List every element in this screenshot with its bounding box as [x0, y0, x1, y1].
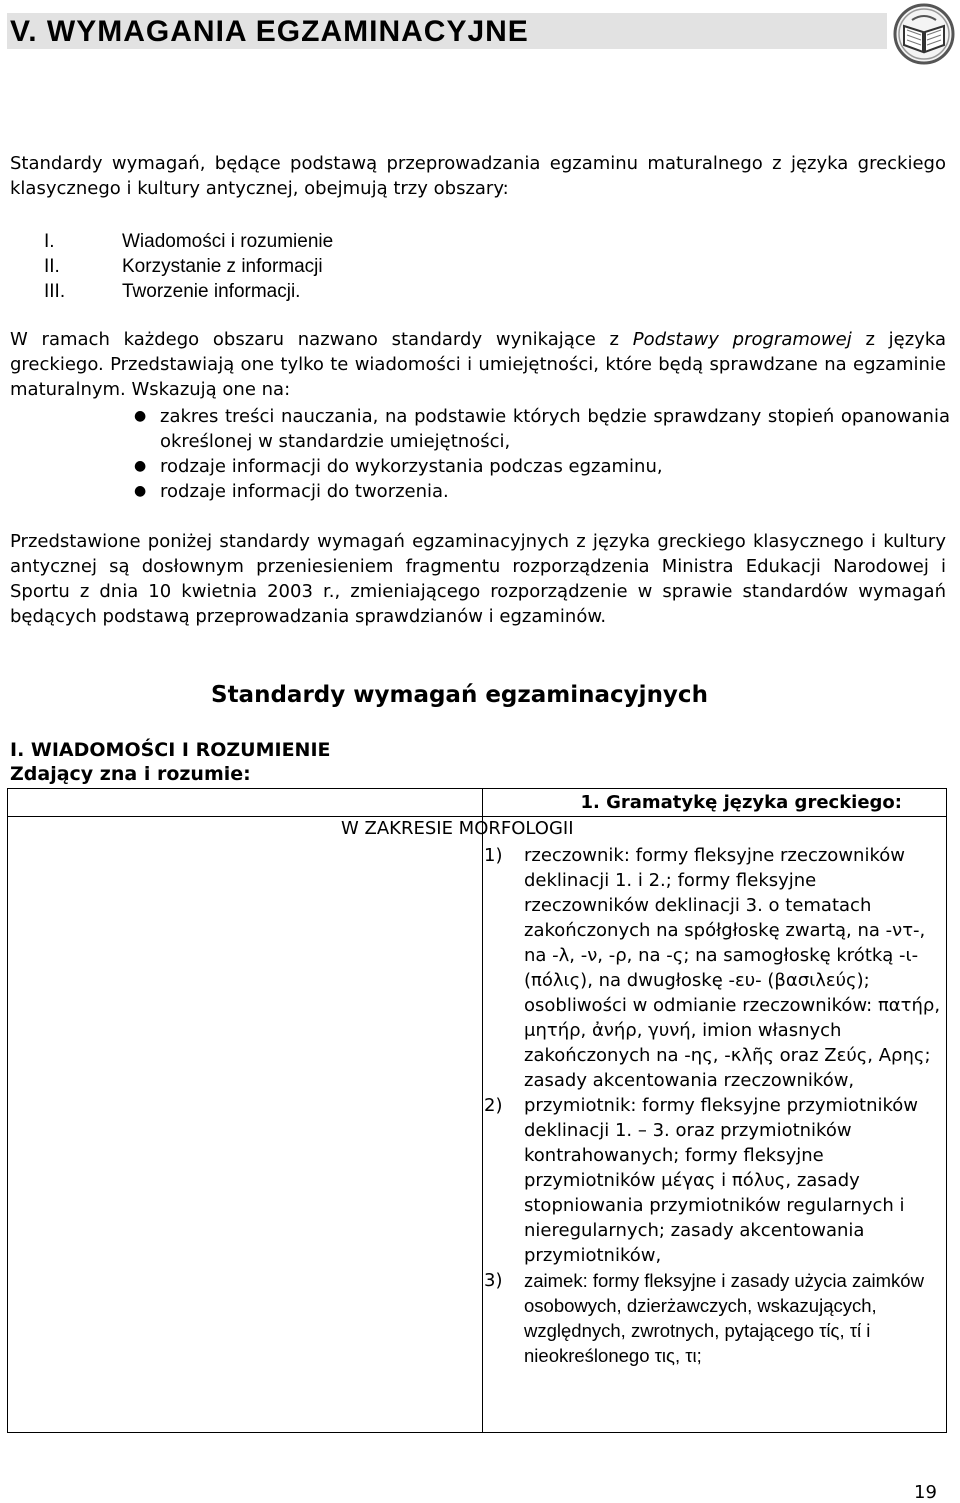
table-cell-left [8, 817, 483, 1433]
morphology-list [484, 843, 944, 1368]
bullet-text: zakres treści nauczania, na podstawie których będzie sprawdzany stopień opanowania określonej w standardzie umiejętności, [160, 406, 950, 452]
area-number: I. [44, 231, 55, 252]
list-item [10, 454, 950, 479]
item-text: zaimek: formy fleksyjne i zasady użycia zaimków osobowych, dzierżawczych, wskazujących, względnych, zwrotnych, pytającego τίς, τί i nieokreślonego τις, τι; [524, 1270, 924, 1366]
area-label: Tworzenie informacji. [122, 281, 301, 302]
list-item [484, 843, 944, 1093]
area-number: III. [44, 281, 66, 302]
item-number: 2) [484, 1095, 503, 1116]
areas-list [44, 229, 333, 304]
area-number: II. [44, 256, 60, 277]
list-item [484, 1093, 944, 1268]
standards-paragraph [10, 327, 946, 402]
item-number: 1) [484, 845, 503, 866]
intro-paragraph: Standardy wymagań, będące podstawą przeprowadzania egzaminu maturalnego z języka greckiego klasycznego i kultury antycznej, obejmują trzy obszary: [10, 153, 946, 199]
emphasis-text: Podstawy programowej [632, 329, 852, 350]
book-icon [892, 2, 956, 66]
bullet-icon: ● [134, 408, 147, 424]
section-subtitle: Zdający zna i rozumie: [10, 763, 251, 785]
list-item [484, 1268, 944, 1368]
page-number: 19 [914, 1482, 937, 1503]
bullet-icon: ● [134, 458, 147, 474]
bullet-icon: ● [134, 483, 147, 499]
item-number: 3) [484, 1270, 503, 1291]
table-row [8, 789, 947, 817]
list-item [44, 279, 333, 304]
bullet-text: rodzaje informacji do wykorzystania podczas egzaminu, [160, 456, 663, 477]
list-item [10, 479, 950, 504]
standards-heading: Standardy wymagań egzaminacyjnych [211, 682, 708, 708]
list-item [44, 254, 333, 279]
paragraph-text: W ramach każdego obszaru nazwano standardy wynikające z [10, 329, 633, 350]
bullet-text: rodzaje informacji do tworzenia. [160, 481, 449, 502]
paragraph-text: z języka greckiego. Przedstawiają one tylko te wiadomości i umiejętności, które będą sprawdzane na egzaminie maturalnym. Wskazują one na: [10, 329, 946, 400]
table-cell-left [8, 789, 483, 817]
area-label: Korzystanie z informacji [122, 256, 323, 277]
category-heading: 1. Gramatykę języka greckiego: [483, 789, 947, 817]
list-item [10, 404, 950, 454]
item-text: przymiotnik: formy fleksyjne przymiotników deklinacji 1. – 3. oraz przymiotników kontrahowanych; formy fleksyjne przymiotników μέγας i πόλυς, zasady stopniowania przymiotników regularnych i nieregularnych; zasady akcentowania przymiotników, [524, 1095, 919, 1266]
chapter-title: V. WYMAGANIA EGZAMINACYJNE [10, 15, 529, 48]
item-text: rzeczownik: formy fleksyjne rzeczowników deklinacji 1. i 2.; formy fleksyjne rzeczowników deklinacji 3. o tematach zakończonych na spółgłoskę zwartą, na -ντ-, na -λ, -ν, -ρ, na -ς; na samogłoskę krótką -ι- (πόλις), na dwugłoskę -ευ- (βασιλεύς); osobliwości w odmianie rzeczowników: πατήρ, μητήρ, ἀνήρ, γυνή, imion własnych zakończonych na -ης, -κλῆς oraz Ζεύς, Αρης; zasady akcentowania rzeczowników, [524, 845, 941, 1091]
area-label: Wiadomości i rozumienie [122, 231, 334, 252]
bullet-list [10, 404, 950, 504]
regulation-paragraph: Przedstawione poniżej standardy wymagań egzaminacyjnych z języka greckiego klasycznego i kultury antycznej są dosłownym przeniesieniem fragmentu rozporządzenia Ministra Edukacji Narodowej i Sportu z dnia 10 kwietnia 2003 r., zmieniającego rozporządzenie w sprawie standardów wymagań będących podstawą przeprowadzania sprawdzianów i egzaminów. [10, 531, 946, 627]
scope-label: W ZAKRESIE MORFOLOGII [341, 818, 574, 839]
list-item [44, 229, 333, 254]
section-title: I. WIADOMOŚCI I ROZUMIENIE [10, 739, 331, 761]
